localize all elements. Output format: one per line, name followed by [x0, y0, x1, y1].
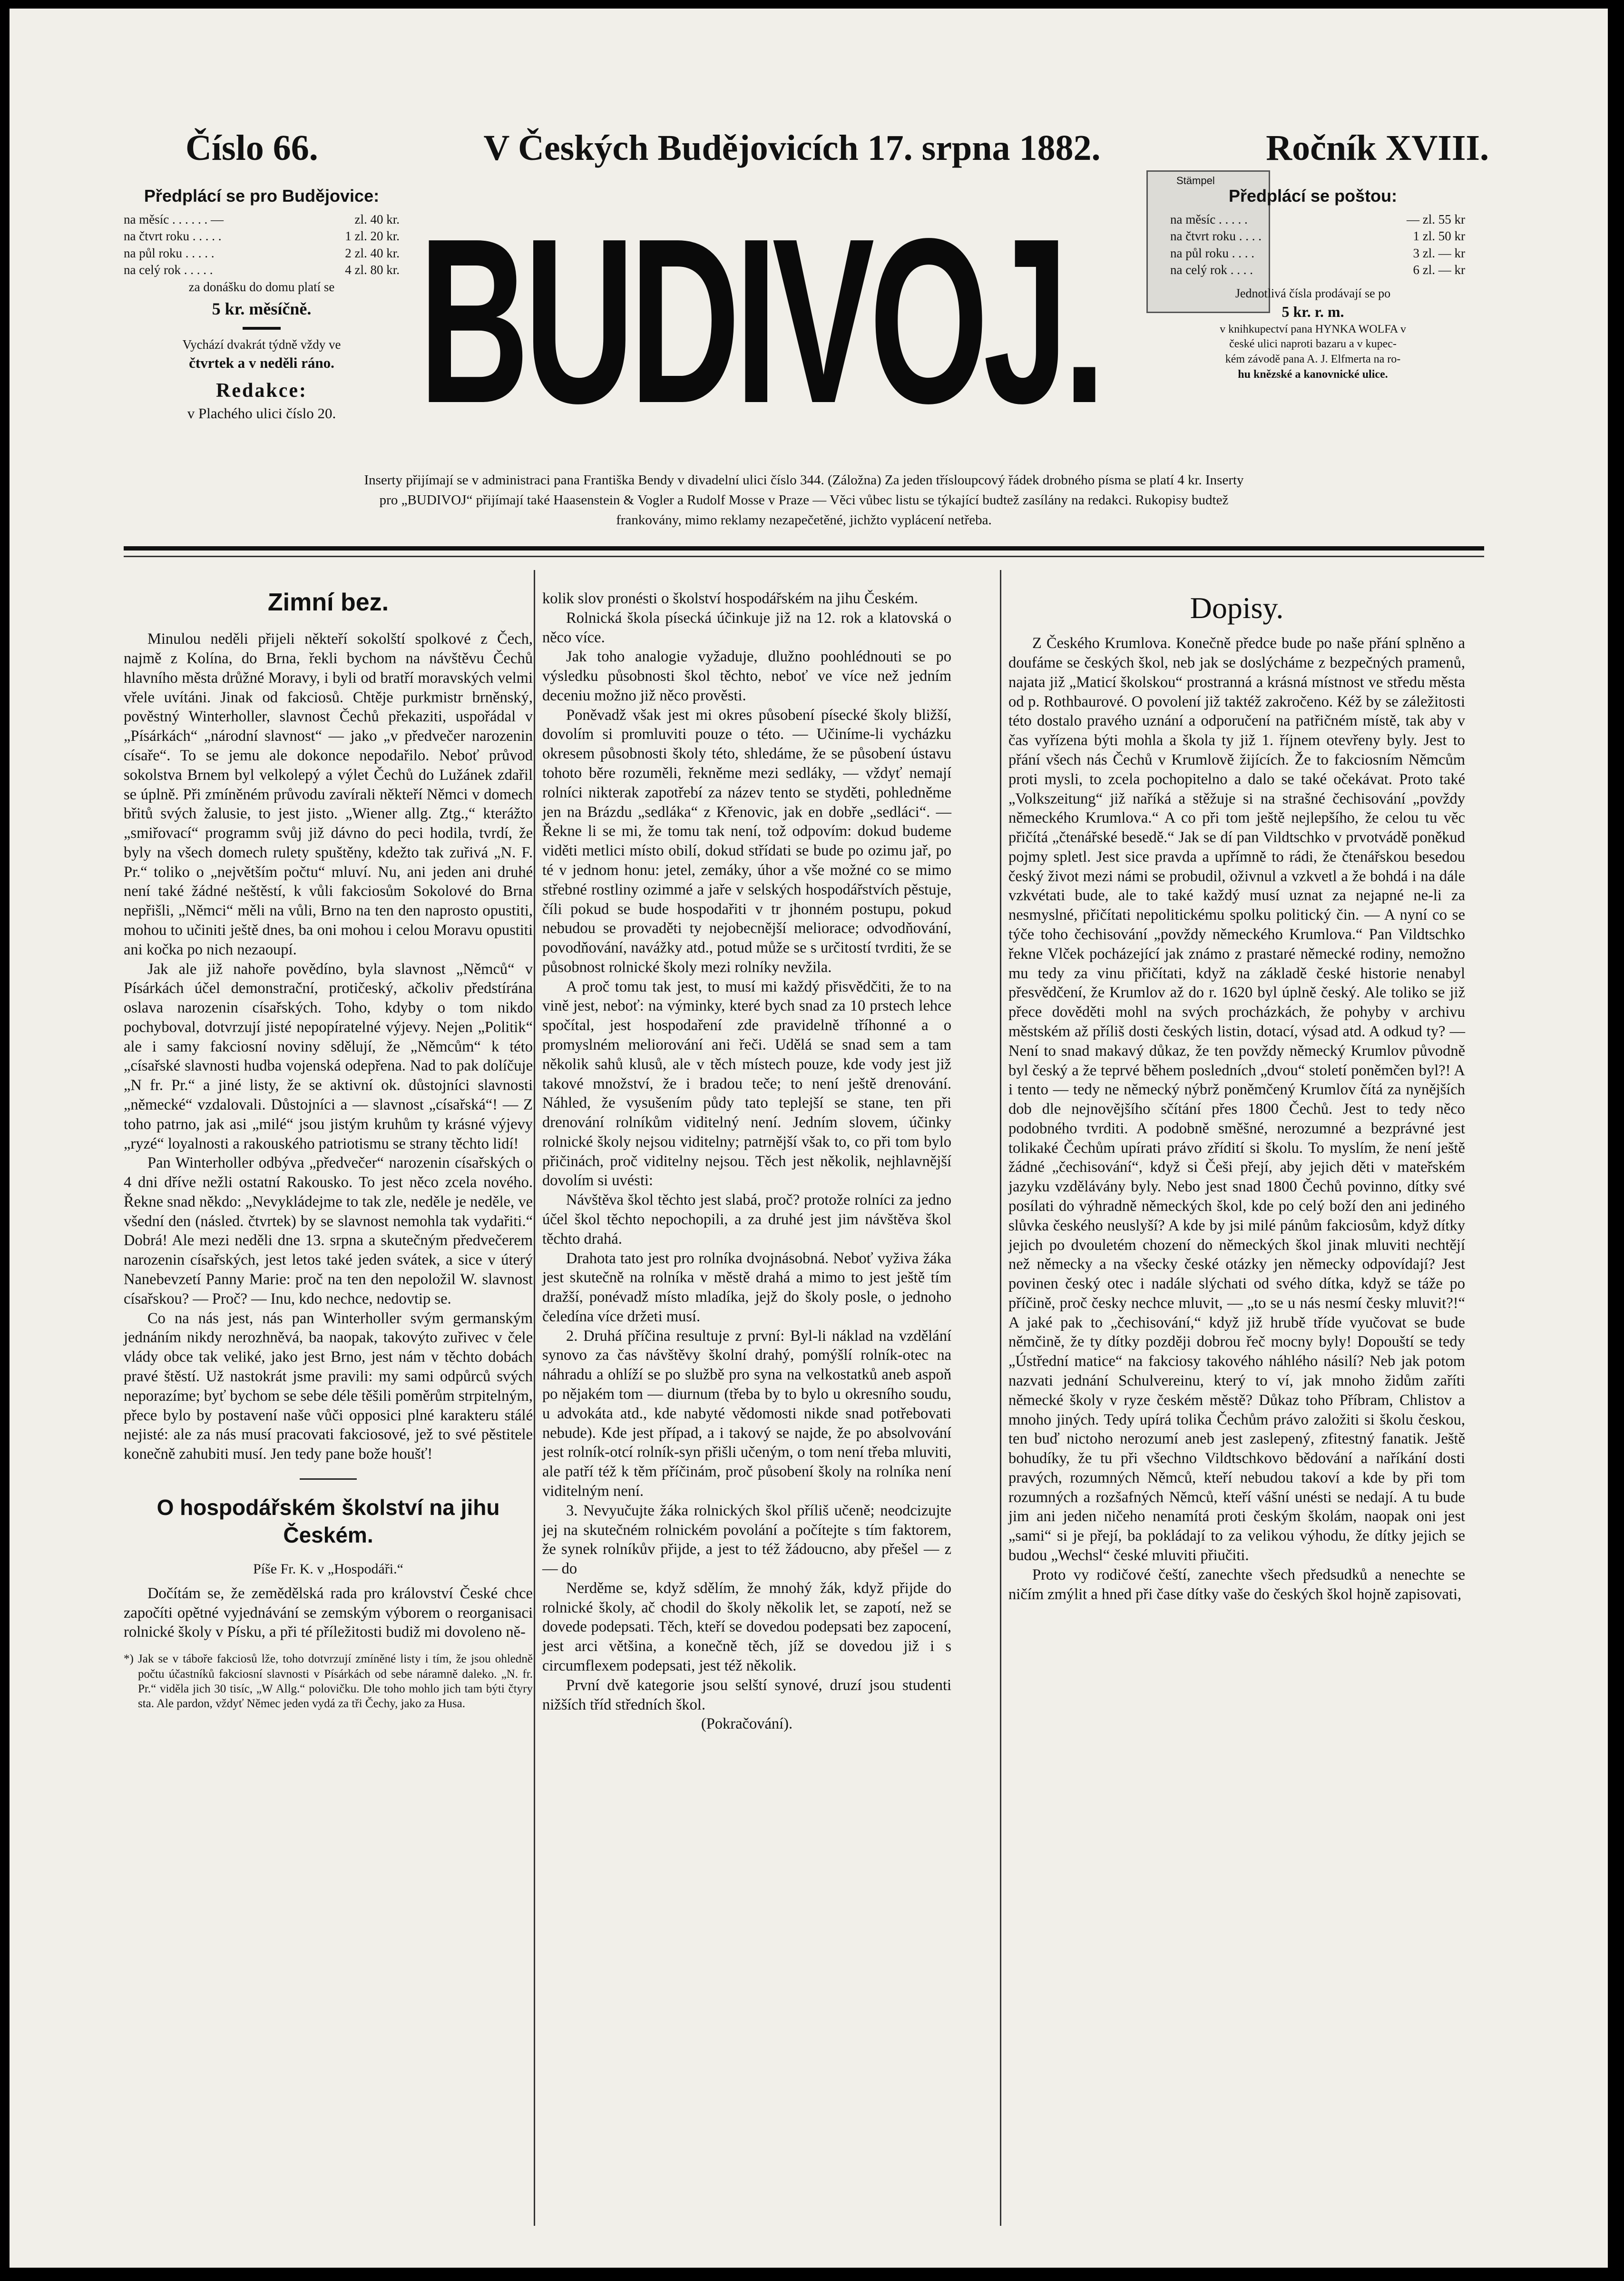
newspaper-page [10, 9, 1608, 2268]
header-rule-thin [124, 556, 1484, 557]
paragraph: A proč tomu tak jest, to musí mi každý přisvědčiti, že to na vině jest, neboť: na výminky, které bych snad za 10 prstech lehce spočítal, jest hospodaření zde pravidelně tříhonné a o promyslném meliorování ani řeči. Udělá se snad sem a tam několik sahů klusů, ale v těch místech pouze, kde vody jest již takové množství, že i bradou teče; to není ještě drenování. Náhled, že vysušením půdy tato teplejší se stane, ten při drenování rolníkům viditelný není. Jedním slovem, účinky rolnické školy nejsou viditelny; patrnější však to, co při tom bylo přičinách, proč viditelny nejsou. Těch jest několik, nejhlavnější dovolím si uvésti: [542, 978, 951, 1190]
schedule-line-1: Vychází dvakrát týdně vždy ve [182, 337, 341, 352]
postal-subscription-heading: Předplácí se poštou: [1228, 186, 1398, 206]
byline: Píše Fr. K. v „Hospodáři.“ [253, 1561, 403, 1577]
column-3 [1008, 589, 1465, 1604]
price-row: na celý rok . . . . . 4 zl. 80 kr. [124, 263, 400, 277]
price-row: na čtvrt roku . . . . 1 zl. 50 kr [1170, 229, 1465, 244]
paragraph: První dvě kategorie jsou selští synové, druzí jsou studenti nižších tříd středních škol. [542, 1676, 951, 1713]
editorial-heading: Redakce: [216, 379, 307, 402]
divider [243, 327, 281, 330]
section-title: Dopisy. [1190, 591, 1284, 625]
delivery-note: za donášku do domu platí se [188, 280, 335, 295]
price-row: na celý rok . . . . 6 zl. — kr [1170, 263, 1465, 277]
dateline: V Českých Budějovicích 17. srpna 1882. [483, 128, 1101, 168]
paragraph: Návštěva škol těchto jest slabá, proč? protože rolníci za jedno účel škol těchto nepochopili, a za druhé jest jim návštěva škol těchto drahá. [542, 1191, 951, 1248]
paragraph: Minulou neděli přijeli někteří sokolští spolkové z Čech, najmě z Kolína, do Brna, řekli bychom na návštěvu Čechů hlavního města drůžné Moravy, i byli od bratří moravských velmi vřele uvítáni. Jinak od fakciosů. Chtěje purkmistr brněnský, pověstný Winterholler, slavnost Čechů překaziti, uspořádal v „Písárkách“ „národní slavnost“ — jako „v předvečer narozenin císaře“. To se jemu ale dokonce nepodařilo. Neboť průvod sokolstva Brnem byl velkolepý a výlet Čechů do Lužánek zdařil se úplně. Při zmíněném průvodu zavírali někteří Němci v domech břitů svých žalusie, to jest jisto. „Wiener allg. Ztg.,“ kterážto „smiřovací“ programm svůj již dávno do peci hodila, tvrdí, že byly na všech domech rulety spuštěny, kdežto tak zuřivá „N. F. Pr.“ toliko o „největším počtu“ mluví. Nu, ani jeden ani druhé není také žádné neštěstí, k vůli fakciosům Sokolové do Brna nepřišli, „Němci“ měli na vůli, Brno na ten den naprosto opustiti, mohou to učiniti ještě dnes, ba oni mohou i celou Moravu opustiti ani kočka po nich nezaoupí. [124, 630, 533, 958]
paragraph: Co na nás jest, nás pan Winterholler svým germanským jednáním nikdy nerozhněvá, ba naopak, takovýto zuřivec v čele vlády obce tak veliké, jako jest Brno, jest nám v těchto dobách pravé štěstí. Už nastokrát jsme pravili: my sami odpůrců svých neporazíme; byť bychom se sebe déle těšili poměrům strpitelným, přece bylo by postavení naše vůči opposici plné karakteru stálé nejisté: ale za nás musí pracovati fakciosové, jež to své pěstitele konečně zahubiti musí. Jen tedy pane bože houšť! [124, 1309, 533, 1463]
continued-note: (Pokračování). [701, 1715, 793, 1733]
paragraph: kolik slov pronésti o školství hospodářském na jihu Českém. [542, 590, 918, 607]
paragraph: Jak toho analogie vyžaduje, dlužno poohlédnouti se po výsledku působnosti škol těchto, neboť ve více než jedním deceniu možno již něco prověsti. [542, 648, 951, 704]
column-2 [542, 589, 951, 1734]
price-row: na měsíc . . . . . . — zl. 40 kr. [124, 212, 400, 226]
notice-line: frankovány, mimo reklamy nezapečetěné, jichžto vyplácení netřeba. [616, 512, 992, 528]
paragraph: Rolnická škola písecká účinkuje již na 12. rok a klatovská o něco více. [542, 609, 951, 646]
editorial-address: v Plachého ulici číslo 20. [187, 405, 336, 422]
price-row: na půl roku . . . . 3 zl. — kr [1170, 246, 1465, 260]
column-1 [124, 584, 533, 1711]
notice-line: pro „BUDIVOJ“ přijímají také Haasenstein & Vogler a Rudolf Mosse v Praze — Věci vůbec listu se týkající budtež zasílány na redakci. Rukopisy budtež [379, 492, 1229, 508]
masthead-line [186, 128, 1489, 169]
local-subscription-box [124, 185, 400, 423]
price-row: na měsíc . . . . . — zl. 55 kr [1170, 212, 1465, 226]
paragraph: 3. Nevyučujte žáka rolnických škol příliš učeně; neodcizujte jej na skutečném rolnickém povolání a počítejte s tím faktorem, že synek rolníkův přijde, a jest to též žádoucno, aby přešel — z — do [542, 1502, 951, 1578]
paragraph: Pan Winterholler odbýva „předvečer“ narozenin císařských o 4 dni dříve nežli ostatní Rakousko. To jest něco zcela nového. Řekne snad někdo: „Nevykládejme to tak zle, neděle je neděle, ve všední den (násled. čtvrtek) by se slavnost nemohla tak vydařiti.“ Dobrá! Ale mezi neděli dne 13. srpna a skutečným předvečerem narozenin císařských, jest letos také jeden svátek, a sice v úterý Nanebevzetí Panny Marie: proč na ten den nepoložil W. slavnost císařskou? — Proč? — Inu, kdo nechce, nedovtip se. [124, 1154, 533, 1308]
header-rule [124, 546, 1484, 551]
paragraph: Z Českého Krumlova. Konečně předce bude po naše přání splněno a doufáme se českých škol, neb jak se doslýcháme z bezpečných pramenů, najata již „Maticí školskou“ prostranná a krásná místnost ve středu města od p. Rothbaurové. O povolení již taktéž zakročeno. Kéž by se záležitosti této dostalo pravého uznání a odporučení na patřičném místě, tak aby v čas vyřízena býti mohla a škola ty již 1. říjnem otevřeny byly. Jest to přání všech nás Čechů v Krumlově žijících. Že to fakciosním Němcům proti mysli, to zcela pochopitelno a dalo se také očekávat. Proto také „Volkszeitung“ již naříká a stěžuje si na strašné čechisování „povždy německého Krumlova.“ A co při tom ještě nejlepšího, že celou tu věc přičítá „čtenářské besedě.“ Jak se dí pan Vildtschko v prvotvádě poněkud pojmy spletl. Jest sice pravda a upřímně to rádi, že čtenářskou besedou český život mezi námi se probudil, oživnul a vzkvetl a že bohdá i na dále vzkvétati bude, ale to také každý musí uznat za nejapné ne-li za nesmyslné, přičítati nepolitickému spolku politický čin. — A nyní co se týče toho čechisování „povždy německého Krumlova.“ Pan Vildtschko řekne Vlček pocházející jak známo z prastaré německé rodiny, nemožno mu tedy za vinu přičítati, když na základě české historie nenabyl přesvědčení, že Krumlov až do r. 1620 byl úplně český. Ale toliko se již přece dověděti mohl na svých procházkách, že pohyby v archivu městském až příliš dosti českých listin, dotací, výsad atd. A odkud ty? — Není to snad makavý důkaz, že ten povždy německý Krumlov původně byl český a že teprvé během posledních „dvou“ století poněmčen byl?! A i tento — tedy ne německý nýbrž poněmčený Krumlov čítá za nynějších dob dle nejnovějšího sčítání přes 1800 Čechů. Jest to tedy něco podobného tvrditi. A podobně směšné, nerozumné a bezprávné jest tolikaké Čechům upírati právo zřídití si školu. To myslím, že není ještě žádné „čechisování“, když si Češi přejí, aby jejich děti v mateřském jazyku vzdělávány byly. Nebo jest snad 1800 Čechů povinno, dítky své posílati do výhradně německých škol, kde po celý boží den ani jediného slůvka českého neuslyší? A kde by jsi milé pánům fakciosům, když dítky jejich po dvouletém chození do německých škol jinak mluviti nechtějí než německy a na všecky české otázky jen německy odpovídají? Jest povinen český otec i nadále slýchati od svého dítka, když se táže po příčině, proč česky nechce mluvit, — „to se u nás nesmí česky mluvit?!“ A jaké pak to „čechisování,“ když již hrubě tříde vyučovat se bude němčině, že ty dítky později dobrou řeč mocny byly! Dopouští se tedy „Ústřední matice“ na fakciosy takového náhlého násilí? Neb jak potom nazvati jednání Schulvereinu, který to ví, jak mnoho židům zaříti německé školy v ryze českém městě? Důkaz toho Příbram, Chlistov a mnoho jiných. Tedy upírá tolika Čechům právo založiti si školu českou, ten buď nictoho nerozumí aneb jest zaslepený, zfitestný fanatik. Ještě bohudíky, že tu při všechno Vildtschkovo bědování a naříkání dosti pravých, rozumných Němců, kteří nebudou takoví a kde by při tom rozumných a rozšafných Němců, kteří vášní unésti se nedají. A tu bude jim ani jeden ničeho nenamítá proti českým školám, naopak oni jest „sami“ si je přejí, ba pokládají to za velikou výhodu, že dítky jejich se budou „Wechsl“ české mluviti přiučiti. [1008, 635, 1465, 1564]
article-title: O hospodářském školství na jihu Českém. [157, 1494, 500, 1547]
single-copy-line-1: Jednotlivá čísla prodávají se po [1235, 286, 1391, 301]
paragraph: Dočítám se, že zemědělská rada pro království České chce započíti opětné vyjednávání se zemským výborem o reorganisaci rolnické školy v Písku, a při té příležitosti budiž mi dovoleno ně- [124, 1584, 533, 1641]
advertising-notice [124, 470, 1484, 530]
delivery-price: 5 kr. měsíčně. [212, 299, 312, 318]
single-copy-price: 5 kr. r. m. [1282, 303, 1344, 321]
volume-number: Ročník XVIII. [1266, 128, 1489, 168]
paragraph: Drahota tato jest pro rolníka dvojnásobná. Neboť vyživa žáka jest skutečně na rolníka v městě drahá a mimo to jest ještě tím dražší, ponévadž místo mladíka, jejž do školy posle, o jednoho čeledína více držeti musí. [542, 1249, 951, 1325]
schedule-line-2: čtvrtek a v neděli ráno. [189, 354, 334, 371]
newspaper-title: BUDIVOJ. [419, 189, 1101, 452]
price-row: na půl roku . . . . . 2 zl. 40 kr. [124, 246, 400, 260]
footnote: *) Jak se v táboře fakciosů lže, toho dotvrzují zmíněné listy i tím, že jsou ohledně počtu účastníků fakciosní slavnosti v Písárkách od sebe náramně daleko. „N. fr. Pr.“ viděla jich 30 tisíc, „W Allg.“ polovičku. Dle toho mohlo jich tam býti čtyry sta. Ale pardon, vždyť Němec jeden vydá za tři Čechy, jako za Husa. [124, 1652, 533, 1711]
single-copy-line-3: v knihkupectví pana HYNKA WOLFA v [1220, 323, 1406, 335]
paragraph: Jak ale již nahoře povědíno, byla slavnost „Němců“ v Písárkách účel demonstrační, protičeský, ačkoliv předstírána oslava narozenin císařských. Toho, kdyby o tom nikdo pochyboval, dotvrzují jisté nepopíratelné výjevy. Nejen „Politik“ ale i samy fakciosní noviny sdělují, že „Němcům“ k této „císařské slavnosti hudba vojenská odepřena. Nad to pak dolíčuje „N fr. Pr.“ a jiné listy, že se aktivní ok. důstojníci slavnosti „německé“ vzdalovali. Důstojníci a — slavnost „císařská“! — Z toho patrno, jak asi „milé“ jsou jistým kruhům ty krásné výjevy „ryzé“ loyalnosti a rakouského patriotismu se strany těchto lidí! [124, 960, 533, 1152]
column-rule [534, 570, 535, 2226]
divider [300, 1478, 357, 1480]
postal-subscription-box [1161, 185, 1465, 382]
single-copy-line-6: hu knězské a kanovnické ulice. [1238, 368, 1388, 381]
paragraph: Poněvadž však jest mi okres působení písecké školy bližší, dovolím si promluviti pouze o této. — Učiníme-li vycházku okresem působnosti školy této, shledáme, že se působení ústavu tohoto běre rozuměli, řekněme mezi sedláky, — vždyť nemají rolníci nikterak zapotřebí za název tento se styděti, pohledněme jen na Brázdu „sedláka“ z Křenovic, jak en dobře „sedláci“. — Řekne li se mi, že tomu tak není, tož odpovím: dokud budeme viděti metlici místo obilí, dokud střídati se bude po ozimu jař, po té v jednom honu: jetel, zemáky, úhor a vše možné co se mimo střebné rostliny ozimmé a jaře v selských hospodářstvích pěstuje, číli pokud se bude hospodařiti v tr jhonném postupu, pokud nebudou se provaděti ty nejobecnější meliorace; odvodňování, povodňování, navážky atd., potud může se s určitostí tvrditi, že se působnost rolnické školy mezi rolníky nevžila. [542, 706, 951, 976]
paragraph: 2. Druhá příčina resultuje z první: Byl-li náklad na vzdělání synovo za čas návštěvy školní drahý, pomýšlí rolník-otec na náhradu a ohlíží se po službě pro syna na velkostatků aneb aspoň po nějakém tom — diurnum (třeba by to bylo u okresního soudu, u advokáta atd., kde nabyté vědomosti nikde snad potřebovati nebude). Kde jest případ, a i takový se najde, že po absolvování jest rolník-otcí rolník-syn přišli učeným, o tom není třeba mluviti, ale patří též k těm příčinám, proč působení školy na rolníka není viditelným není. [542, 1327, 951, 1500]
article-title: Zimní bez. [267, 589, 389, 616]
price-row: na čtvrt roku . . . . . 1 zl. 20 kr. [124, 229, 400, 244]
paragraph: Proto vy rodičové čeští, zanechte všech předsudků a nenechte se ničím zmýlit a hned při čase dítky vaše do českých škol hojně zapisovati, [1008, 1566, 1465, 1603]
single-copy-line-4: české ulici naproti bazaru a v kupec- [1229, 338, 1397, 351]
tax-stamp: Stämpel [1146, 170, 1270, 313]
single-copy-line-5: kém závodě pana A. J. Elfmerta na ro- [1225, 353, 1401, 365]
paragraph: Nerděme se, když sdělím, že mnohý žák, když přijde do rolnické školy, ač chodil do školy několik let, se zapotí, než se dovede podepsati. Těch, kteří se dovedou podepsati bez zapocení, jest arci většina, a konečně těch, jíž se dovedou již i s circumflexem podepsati, jest též několik. [542, 1579, 951, 1674]
local-subscription-heading: Předplácí se pro Budějovice: [144, 186, 380, 206]
column-rule [1000, 570, 1001, 2226]
notice-line: Inserty přijímají se v administraci pana Františka Bendy v divadelní ulici číslo 344. (Záložna) Za jeden třísloupcový řádek drobného písma se platí 4 kr. Inserty [364, 472, 1244, 488]
issue-number: Číslo 66. [186, 128, 318, 168]
